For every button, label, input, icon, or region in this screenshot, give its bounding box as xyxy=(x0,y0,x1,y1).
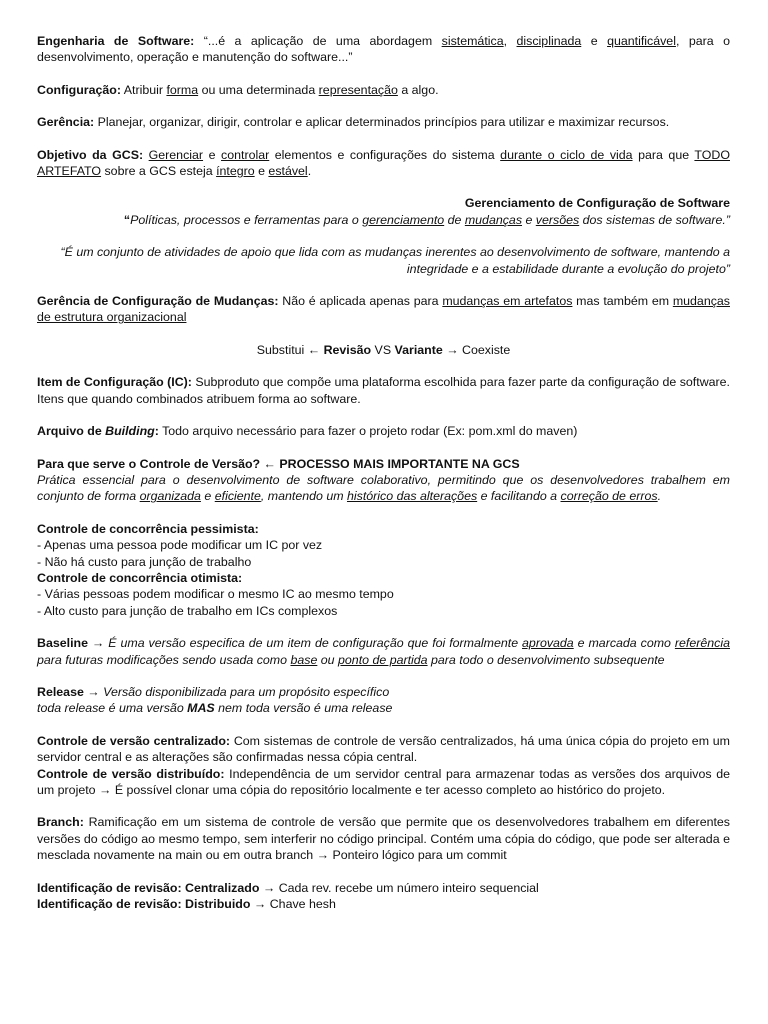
controle-versao-text xyxy=(37,472,730,505)
branch-label: Branch: xyxy=(37,815,84,830)
mudancas-term: mudanças em artefatos xyxy=(442,294,573,309)
configuracao-paragraph xyxy=(37,82,730,98)
distribuido-paragraph xyxy=(37,766,730,799)
objetivo-paragraph xyxy=(37,147,730,180)
controle-versao-block xyxy=(37,456,730,505)
baseline-term: ponto de partida xyxy=(338,652,428,667)
objetivo-text: para que xyxy=(632,147,695,162)
mudancas-text: mas também em xyxy=(572,294,673,309)
variante-term: Variante xyxy=(394,342,443,357)
revisao-term: Revisão xyxy=(323,342,372,357)
item-config-paragraph xyxy=(37,374,730,407)
quote-term: gerenciamento xyxy=(362,212,445,227)
identificacao-d-label: Identificação de revisão: Distribuido xyxy=(37,897,251,912)
engenharia-term: disciplinada xyxy=(516,34,582,48)
quote-text: dos sistemas de software.” xyxy=(579,212,730,227)
objetivo-term: controlar xyxy=(221,147,270,162)
release-text: toda release é uma versão xyxy=(37,701,188,716)
quote-text: e xyxy=(522,212,536,227)
mudancas-term: mudanças de estrutura organizacional xyxy=(37,294,730,325)
cv-term: organizada xyxy=(139,489,201,504)
baseline-term: aprovada xyxy=(522,636,574,651)
configuracao-term: forma xyxy=(166,82,199,97)
pessimista-item: - Apenas uma pessoa pode modificar um IC por vez xyxy=(37,538,323,553)
baseline-text: para todo o desenvolvimento subsequente xyxy=(427,652,665,667)
gerenciamento-title: Gerenciamento de Configuração de Software xyxy=(464,196,730,211)
cv-text: e xyxy=(200,489,215,504)
arrow-glyph: → xyxy=(87,636,109,651)
quote-text: de xyxy=(444,212,465,227)
baseline-paragraph xyxy=(37,635,730,668)
pessimista-item: - Não há custo para junção de trabalho xyxy=(37,554,252,569)
baseline-label: Baseline xyxy=(37,636,88,651)
engenharia-term: quantificável xyxy=(607,34,676,48)
concorrencia-block xyxy=(37,521,730,619)
gerencia-text: Planejar, organizar, dirigir, controlar e aplicar determinados princípios para utilizar e maximizar recursos. xyxy=(94,115,670,130)
cv-text: , mantendo um xyxy=(260,489,347,504)
gerenciamento-quote xyxy=(37,212,730,228)
arquivo-text: Todo arquivo necessário para fazer o projeto rodar (Ex: pom.xml do maven) xyxy=(158,424,578,439)
configuracao-label: Configuração: xyxy=(37,82,121,97)
identificacao-c-label: Identificação de revisão: Centralizado xyxy=(37,880,260,895)
cv-term: eficiente xyxy=(214,489,261,504)
release-label: Release xyxy=(37,684,84,699)
engenharia-label: Engenharia de Software: xyxy=(37,34,195,48)
baseline-term: referência xyxy=(674,636,730,651)
document-page xyxy=(37,33,730,912)
centralizado-text: Com sistemas de controle de versão centralizados, há uma única cópia do projeto em um servidor central e as alterações são confirmadas nessa cópia central. xyxy=(37,733,730,765)
substitui-line xyxy=(37,342,730,358)
gerenciamento-quote-2 xyxy=(37,244,730,277)
branch-paragraph xyxy=(37,814,730,863)
quote-text: Políticas, processos e ferramentas para o xyxy=(130,212,363,227)
quote-term: versões xyxy=(535,212,580,227)
configuracao-text: ou uma determinada xyxy=(198,82,319,97)
distribuido-text: Independência de um servidor central para armazenar todas as versões dos arquivos de um projeto → É possível clonar uma cópia do repositório localmente e ter acesso completo ao histórico do projeto. xyxy=(37,766,730,797)
identificacao-c-text: → Cada rev. recebe um número inteiro sequencial xyxy=(259,880,539,895)
arquivo-label-c: : xyxy=(154,424,159,439)
arquivo-label-a: Arquivo de xyxy=(37,424,106,439)
identificacao-centralizado xyxy=(37,880,730,896)
objetivo-term: Gerenciar xyxy=(148,147,204,162)
quote-term: mudanças xyxy=(464,212,523,227)
identificacao-block xyxy=(37,880,730,913)
release-mas: MAS xyxy=(187,701,215,716)
quote-mark: “ xyxy=(123,212,131,227)
identificacao-d-text: → Chave hesh xyxy=(250,897,336,912)
gerenciamento-block xyxy=(37,195,730,228)
branch-text: Ramificação em um sistema de controle de versão que permite que os desenvolvedores trabalhem em diferentes versões do código ao mesmo tempo, sem interferir no código principal. Contém uma cópia do código, que pode ser alterada e mesclada novamente na main ou em outra branch → Ponteiro lógico para um commit xyxy=(37,815,730,863)
centralizado-label: Controle de versão centralizado: xyxy=(37,733,231,748)
centralizado-paragraph xyxy=(37,733,730,766)
baseline-text: É uma versão especifica de um item de configuração que foi formalmente xyxy=(108,636,523,651)
identificacao-distribuido xyxy=(37,896,730,912)
engenharia-term: sistemática xyxy=(441,34,504,48)
baseline-text: ou xyxy=(317,652,339,667)
cv-term: correção de erros xyxy=(560,489,658,504)
release-text: nem toda versão é uma release xyxy=(214,701,393,716)
item-config-label: Item de Configuração (IC): xyxy=(37,375,192,390)
objetivo-text: . xyxy=(307,164,312,179)
substitui-text: Substitui ← xyxy=(256,342,324,357)
release-text: Versão disponibilizada para um propósito específico xyxy=(103,684,390,699)
objetivo-term: íntegro xyxy=(216,164,255,179)
baseline-term: base xyxy=(290,652,318,667)
release-line-1 xyxy=(37,684,730,700)
engenharia-text: e xyxy=(581,34,608,48)
arquivo-label xyxy=(37,424,159,438)
controle-tipos-block xyxy=(37,733,730,799)
gerencia-paragraph xyxy=(37,114,730,130)
cv-text: e facilitando a xyxy=(477,489,561,504)
baseline-text: para futuras modificações sendo usada como xyxy=(37,652,291,667)
objetivo-text: sobre a GCS esteja xyxy=(101,164,217,179)
objetivo-text: elementos e configurações do sistema xyxy=(269,147,501,162)
otimista-title: Controle de concorrência otimista: xyxy=(37,570,243,585)
arquivo-label-b: Building xyxy=(105,424,155,439)
arrow-glyph: → xyxy=(83,684,104,699)
otimista-item: - Várias pessoas podem modificar o mesmo IC ao mesmo tempo xyxy=(37,587,394,602)
substitui-text: VS xyxy=(371,342,395,357)
objetivo-term: TODO ARTEFATO xyxy=(37,147,730,179)
configuracao-text: a algo. xyxy=(397,82,439,97)
engenharia-text: “...é a aplicação de uma abordagem xyxy=(194,34,442,48)
configuracao-term: representação xyxy=(318,82,398,97)
objetivo-term: durante o ciclo de vida xyxy=(500,147,633,162)
mudancas-text: Não é aplicada apenas para xyxy=(278,294,443,309)
engenharia-paragraph xyxy=(37,33,730,66)
objetivo-text: e xyxy=(203,147,222,162)
distribuido-label: Controle de versão distribuído: xyxy=(37,766,225,781)
otimista-item: - Alto custo para junção de trabalho em ICs complexos xyxy=(37,603,338,618)
substitui-text: → Coexiste xyxy=(442,342,511,357)
engenharia-text: , xyxy=(503,34,517,48)
arquivo-paragraph xyxy=(37,423,730,439)
baseline-text: e marcada como xyxy=(573,636,675,651)
pessimista-title: Controle de concorrência pessimista: xyxy=(37,521,259,536)
cv-text: . xyxy=(657,489,662,504)
gerencia-label: Gerência: xyxy=(37,115,95,130)
mudancas-paragraph xyxy=(37,293,730,326)
objetivo-text: e xyxy=(254,164,269,179)
quote-2-text: “É um conjunto de atividades de apoio que lida com as mudanças inerentes ao desenvolvimento de software, mantendo a integridade e a estabilidade durante a evolução do projeto” xyxy=(60,245,730,276)
item-config-text: Subproduto que compõe uma plataforma escolhida para fazer parte da configuração de software. Itens que quando combinados atribuem forma ao software. xyxy=(37,375,730,406)
controle-versao-heading: Para que serve o Controle de Versão? ← PROCESSO MAIS IMPORTANTE NA GCS xyxy=(37,456,520,471)
release-line-2 xyxy=(37,700,730,716)
cv-text: Prática essencial para o desenvolvimento de software colaborativo, permitindo que os desenvolvedores trabalhem em conjunto de forma xyxy=(37,472,730,504)
cv-term: histórico das alterações xyxy=(346,489,478,504)
mudancas-label: Gerência de Configuração de Mudanças: xyxy=(37,294,279,309)
objetivo-label: Objetivo da GCS: xyxy=(37,147,144,162)
objetivo-term: estável xyxy=(268,164,308,179)
engenharia-text: , para o desenvolvimento, operação e manutenção do software...” xyxy=(37,34,730,65)
release-block xyxy=(37,684,730,717)
configuracao-text: Atribuir xyxy=(120,82,167,97)
